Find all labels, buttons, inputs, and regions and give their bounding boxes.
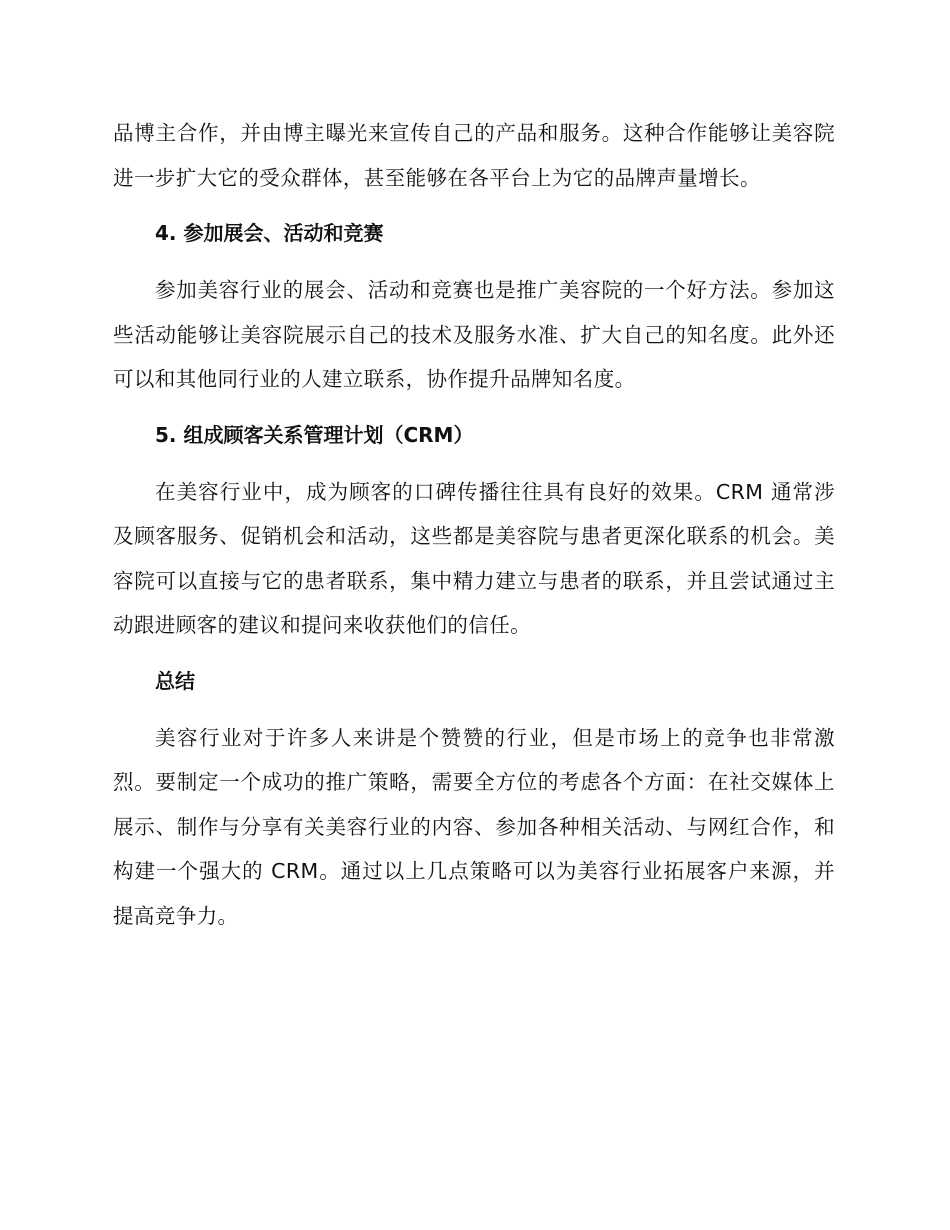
spacer bbox=[113, 703, 835, 716]
spacer bbox=[113, 457, 835, 470]
spacer bbox=[113, 402, 835, 413]
section-body-4: 参加美容行业的展会、活动和竞赛也是推广美容院的一个好方法。参加这些活动能够让美容院展示自己的技术及服务水准、扩大自己的知名度。此外还可以和其他同行业的人建立联系，协作提升品牌知名度。 bbox=[113, 278, 835, 391]
section-heading-4: 4. 参加展会、活动和竞赛 bbox=[155, 221, 384, 245]
spacer bbox=[113, 200, 835, 211]
intro-paragraph: 品博主合作，并由博主曝光来宣传自己的产品和服务。这种合作能够让美容院进一步扩大它的受众群体，甚至能够在各平台上为它的品牌声量增长。 bbox=[113, 121, 835, 190]
section-heading-5: 5. 组成顾客关系管理计划（CRM） bbox=[155, 422, 474, 447]
section-body-5: 在美容行业中，成为顾客的口碑传播往往具有良好的效果。CRM 通常涉及顾客服务、促销机会和活动，这些都是美容院与患者更深化联系的机会。美容院可以直接与它的患者联系，集中精力建立与患者的联系，并且尝试通过主动跟进顾客的建议和提问来收获他们的信任。 bbox=[113, 479, 835, 637]
summary-heading: 总结 bbox=[155, 668, 195, 693]
summary-body: 美容行业对于许多人来讲是个赞赞的行业，但是市场上的竞争也非常激烈。要制定一个成功的推广策略，需要全方位的考虑各个方面：在社交媒体上展示、制作与分享有关美容行业的内容、参加各种相关活动、与网红合作，和构建一个强大的 CRM。通过以上几点策略可以为美容行业拓展客户来源，并提高竞争力。 bbox=[113, 725, 835, 928]
document-content bbox=[113, 111, 835, 938]
spacer bbox=[113, 648, 835, 659]
spacer bbox=[113, 255, 835, 268]
